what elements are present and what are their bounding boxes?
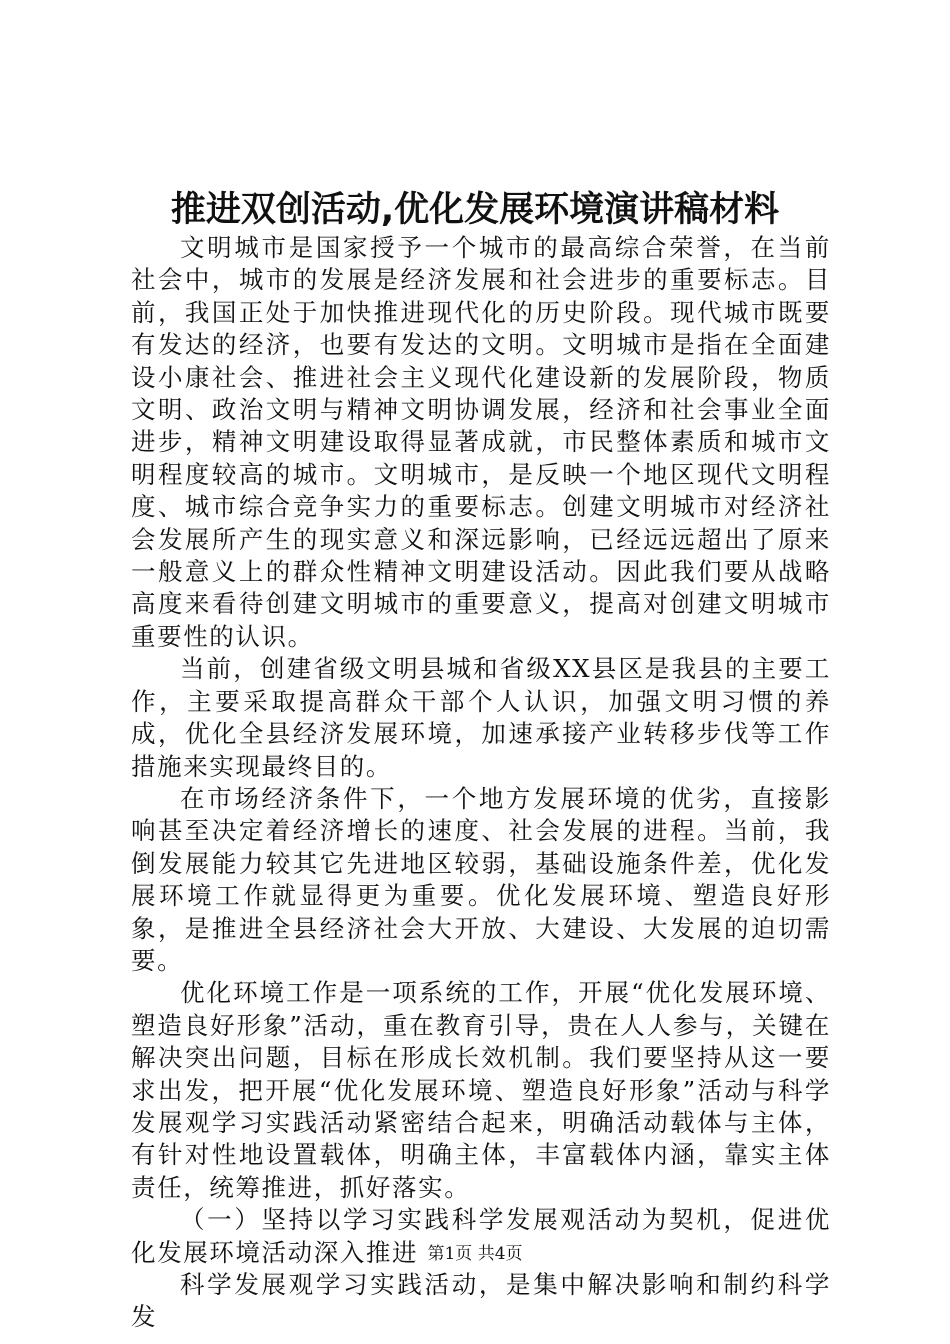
paragraph-current-work: 当前，创建省级文明县城和省级XX县区是我县的主要工作，主要采取提高群众干部个人认识，加强文明习惯的养成，优化全县经济发展环境，加速承接产业转移步伐等工作措施来实现最终目的。	[131, 654, 831, 781]
paragraph-science-outlook: 科学发展观学习实践活动，是集中解决影响和制约科学发	[131, 1270, 831, 1332]
paragraph-civilized-city: 文明城市是国家授予一个城市的最高综合荣誉，在当前社会中，城市的发展是经济发展和社会进步的重要标志。目前，我国正处于加快推进现代化的历史阶段。现代城市既要有发达的经济，也要有发达的文明。文明城市是指在全面建设小康社会、推进社会主义现代化建设新的发展阶段，物质文明、政治文明与精神文明协调发展，经济和社会事业全面进步，精神文明建设取得显著成就，市民整体素质和城市文明程度较高的城市。文明城市，是反映一个地区现代文明程度、城市综合竞争实力的重要标志。创建文明城市对经济社会发展所产生的现实意义和深远影响，已经远远超出了原来一般意义上的群众性精神文明建设活动。因此我们要从战略高度来看待创建文明城市的重要意义，提高对创建文明城市重要性的认识。	[131, 233, 831, 651]
document-body	[131, 232, 831, 1334]
section-heading-1: （一）坚持以学习实践科学发展观活动为契机，促进优化发展环境活动深入推进	[131, 1205, 831, 1267]
paragraph-environment-work: 优化环境工作是一项系统的工作，开展“优化发展环境、塑造良好形象”活动，重在教育引导，贵在人人参与，关键在解决突出问题，目标在形成长效机制。我们要坚持从这一要求出发，把开展“优化发展环境、塑造良好形象”活动与科学发展观学习实践活动紧密结合起来，明确活动载体与主体，有针对性地设置载体，明确主体，丰富载体内涵，靠实主体责任，统筹推进，抓好落实。	[131, 978, 831, 1202]
document-title: 推进双创活动,优化发展环境演讲稿材料	[170, 190, 780, 230]
paragraph-market-economy: 在市场经济条件下，一个地方发展环境的优劣，直接影响甚至决定着经济增长的速度、社会发展的进程。当前，我倒发展能力较其它先进地区较弱，基础设施条件差，优化发展环境工作就显得更为重要。优化发展环境、塑造良好形象，是推进全县经济社会大开放、大建设、大发展的迫切需要。	[131, 783, 831, 975]
page-footer: 第1页 共4页	[427, 1244, 523, 1264]
